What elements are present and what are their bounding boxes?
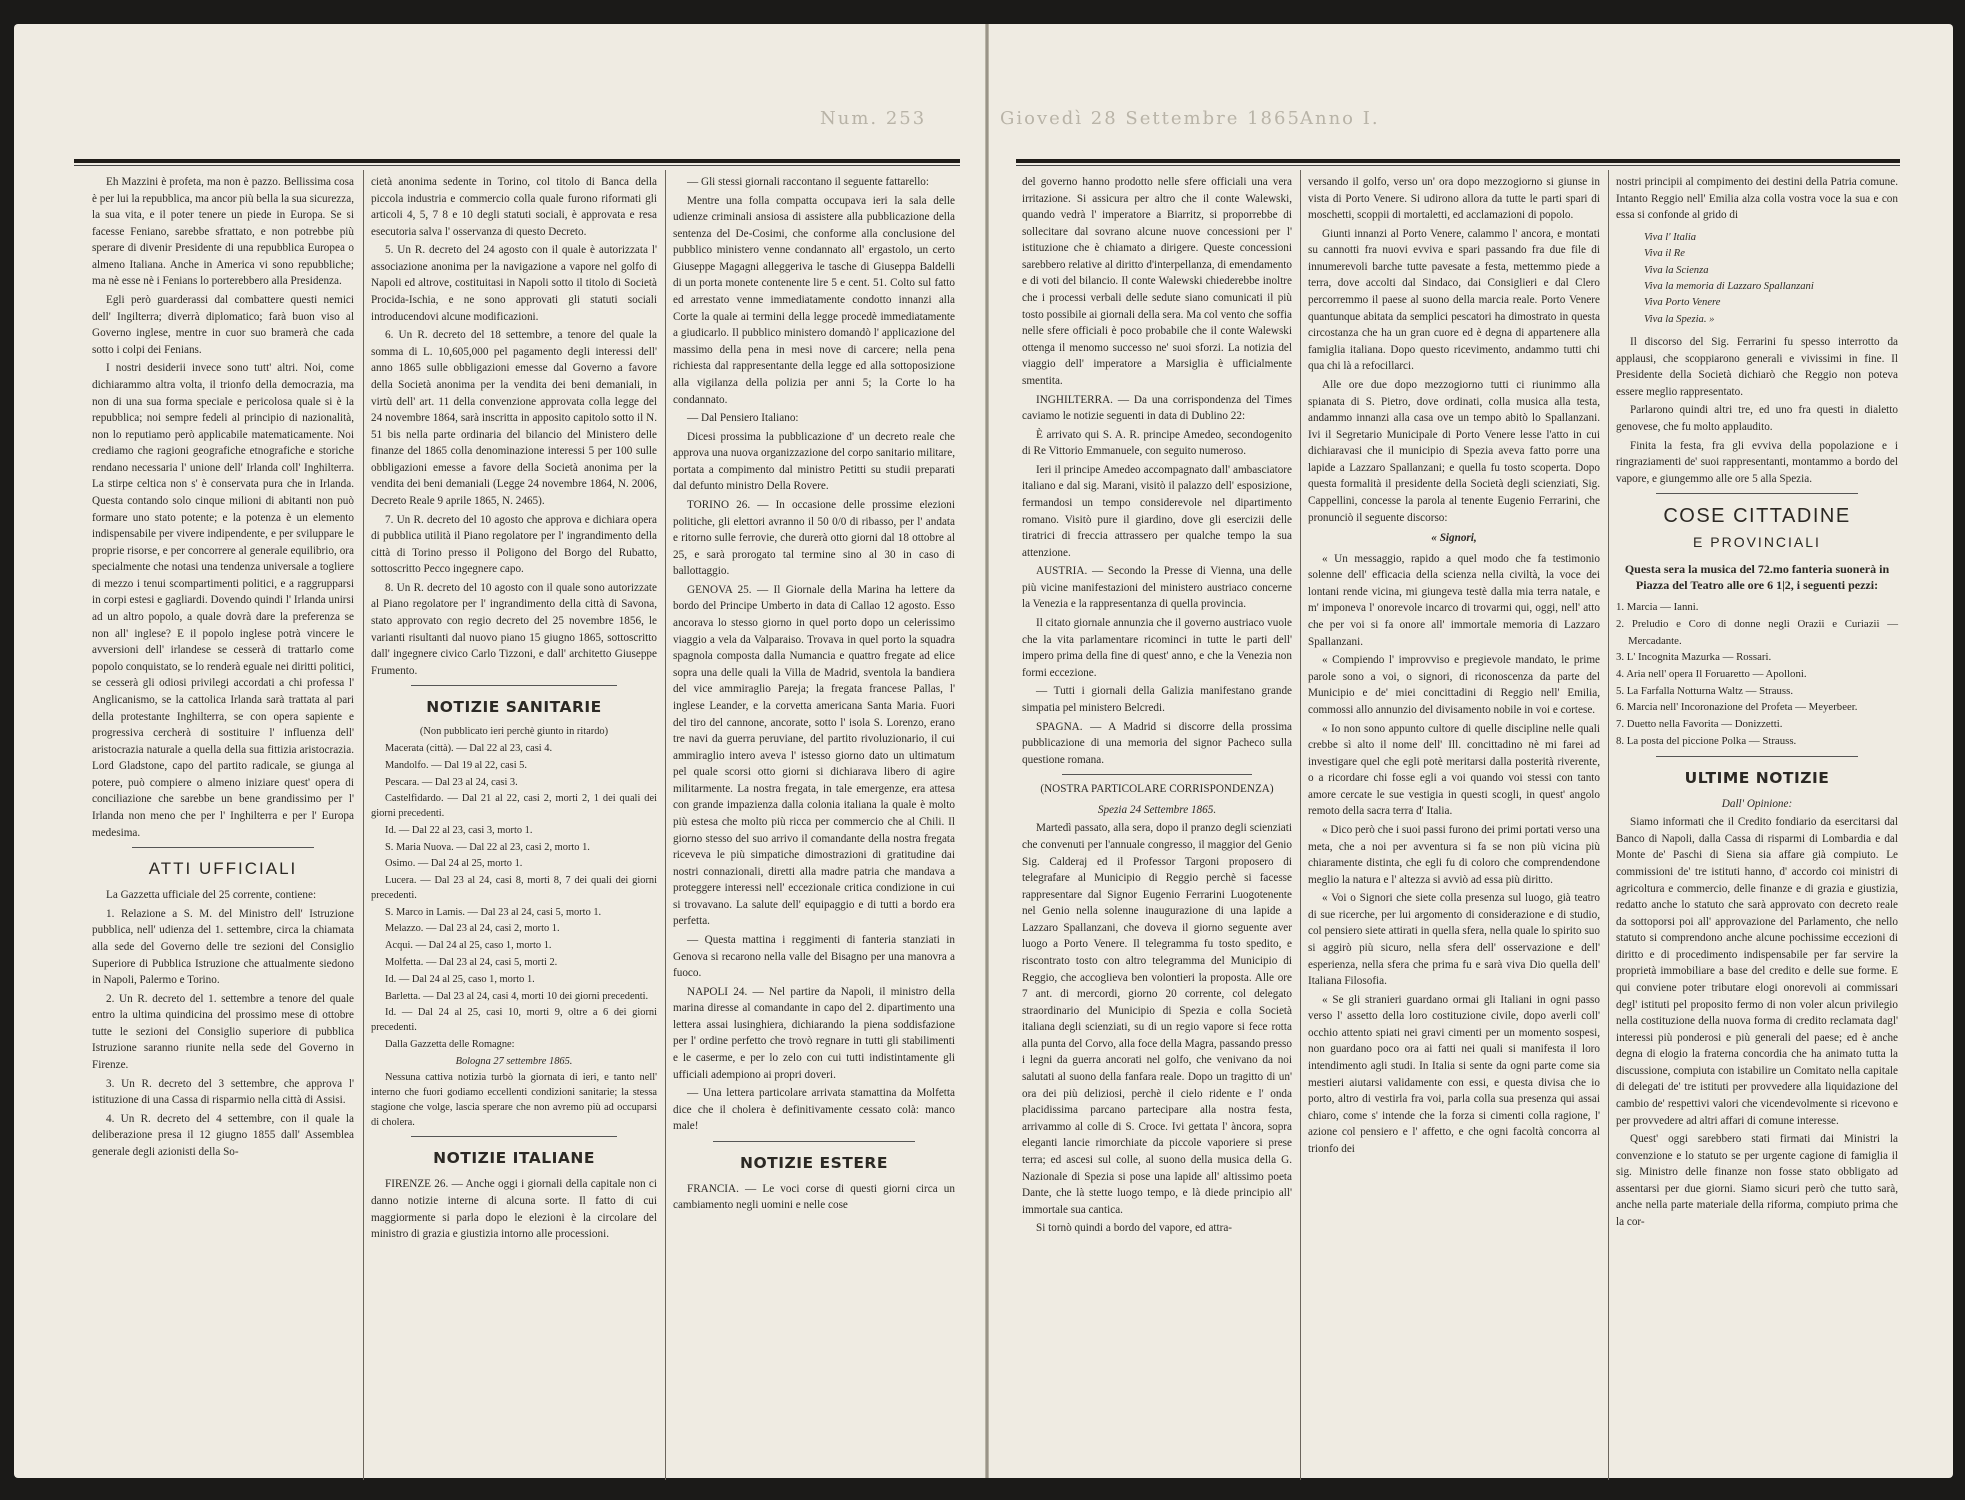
left-column-3 — [673, 174, 955, 1490]
article-paragraph: È arrivato qui S. A. R. principe Amedeo, secondogenito di Re Vittorio Emmanuele, con seguito numeroso. — [1022, 428, 1292, 458]
atti-item-continued: cietà anonima sedente in Torino, col titolo di Banca della piccola industria e commercio colla quale furono riformati gli articoli 4, 5, 7 8 e 10 degli statuti sociali, è approvata e resa esecutoria salva l' osservanza di questo Decreto. — [371, 176, 657, 238]
article-paragraph: Finita la festa, fra gli evviva della popolazione e i ringraziamenti de' suoi rappresentanti, montammo a bordo del vapore, e giungemmo alle ore 5 alla Spezia. — [1616, 439, 1898, 485]
sanitarie-line: Lucera. — Dal 23 al 24, casi 8, morti 8, 7 dei quali dei giorni precedenti. — [371, 875, 657, 901]
notizie-estere-heading: NOTIZIE ESTERE — [740, 1153, 888, 1172]
article-paragraph: del governo hanno prodotto nelle sfere officiali una vera irritazione. Si assicura per altro che il conte Walewski, quando vedrà l' imperatore a Biarritz, si proporrebbe di sollecitare dal sovrano alcune nuove concessioni per l' istituzione che è chiamato a dirigere. Queste concessioni sarebbero relative al diritto d'interpellanza, di emendamento e di voti del bilancio. Il conte Walewski chiederebbe inoltre che i processi verbali delle sedute siano comunicati il più tosto possibile ai giornali della sera. Ma col vento che soffia nelle sfere officiali è poco probabile che il conte Walewski ottenga il menomo successo ne' suoi sforzi. La notizia del viaggio dell' imperatore a Marsiglia è ufficialmente smentita. — [1022, 176, 1292, 387]
article-paragraph: AUSTRIA. — Secondo la Presse di Vienna, una delle più vicine manifestazioni del ministero austriaco concerne la Venezia e la rappresentanza di quella provincia. — [1022, 565, 1292, 611]
article-paragraph: INGHILTERRA. — Da una corrispondenza del Times caviamo le notizie seguenti in data di Dublino 22: — [1022, 393, 1292, 423]
running-head-right-year: Anno I. — [1300, 108, 1380, 129]
section-divider — [411, 685, 617, 686]
correspondence-heading: (NOSTRA PARTICOLARE CORRISPONDENZA) — [1040, 783, 1274, 796]
article-paragraph: — Una lettera particolare arrivata stamattina da Molfetta dice che il cholera è definitivamente cessato colà: manco male! — [673, 1087, 955, 1133]
section-divider — [713, 1141, 915, 1142]
music-program-headline: Questa sera la musica del 72.mo fanteria suonerà in Piazza del Teatro alle ore 6 1|2, i seguenti pezzi: — [1624, 561, 1890, 592]
ultime-paragraph: Quest' oggi sarebbero stati firmati dai Ministri la convenzione e lo statuto se per urgente cagione di famiglia il sig. Ministro delle finanze non fosse stato obbligato ad assentarsi per due giorni. Siamo sicuri però che tutto sarà, anche nella parte materiale della riforma, compiuto prima che la cor- — [1616, 1133, 1898, 1229]
speech-salutation: « Signori, — [1431, 532, 1477, 545]
running-head-right-date: Giovedì 28 Settembre 1865 — [1000, 108, 1301, 129]
atti-item: 6. Un R. decreto del 18 settembre, a tenore del quale la somma di L. 10,605,000 pel pagamento degli interessi dell' anno 1865 sulle obbligazioni emesse dal Governo a favore della Società anonima per la vendita dei beni demaniali, in virtù dell' art. 11 della convenzione approvata colla legge del 24 novembre 1864, sarà inscritta in apposito capitolo sotto il N. 51 bis nella parte ordinaria del bilancio del Ministero delle finanze del 1865 colla denominazione interessi 5 per 100 sulle obbligazioni emesse a favore della Società anonima per la vendita dei beni demaniali (Legge 24 novembre 1864, N. 2006, Decreto Reale 9 aprile 1865, N. 2465). — [371, 329, 657, 507]
sanitarie-line: Id. — Dal 24 al 25, casi 10, morti 9, oltre a 6 dei giorni precedenti. — [371, 1007, 657, 1034]
sanitarie-line: S. Marco in Lamis. — Dal 23 al 24, casi 5, morto 1. — [385, 906, 602, 918]
romagne-text: Nessuna cattiva notizia turbò la giornata di ieri, e tanto nell' interno che fuori godiamo eccellenti condizioni sanitarie; la stessa stagione che volge, lascia sperare che non avremo più ad occuparsi di cholera. — [371, 1072, 657, 1128]
ultime-paragraph: Siamo informati che il Credito fondiario da esercitarsi dal Banco di Napoli, dalla Cassa di risparmi di Lombardia e dal Monte de' Paschi di Siena sia affare già compiuto. Le commissioni de' tre istituti hanno, d' accordo coi ministri di agricoltura e commercio, delle finanze e di grazia e giustizia, redatto anche lo statuto che sarà approvato con decreto reale da sottoporsi poi all' approvazione del Parlamento, che nello statuto si comprendono anche alcune pochissime eccezioni di diritto e di procedimento indispensabile per far servire la proprietà immobiliare a base del credito e delle sue forme. E qui conviene poter tributare elogi onorevoli ai commissari degl' istituti pel proposito fermo di non voler alcun privilegio nella costituzione della nuova forma di credito reclamata dagl' interessi più ponderosi e più generali del paese; ed è anche degna di elogio la fraterna concordia che ha animato tutta la discussione, compiuta con istabilire un Comitato nella capitale di delegati de' tre istituti per provvedere alla liquidazione del cambio de' respettivi valori che vicendevolmente si ricevono e per provvedere ad altri affari di comune interesse. — [1616, 816, 1898, 1127]
top-rule-right — [1016, 159, 1900, 163]
article-paragraph: versando il golfo, verso un' ora dopo mezzogiorno si giunse in vista di Porto Venere. Si udirono allora da tutte le parti spari di moschetti, scoppii di mortaletti, ed acclamazioni di popolo. — [1308, 176, 1600, 222]
article-paragraph: I nostri desiderii invece sono tutt' altri. Noi, come dichiarammo altra volta, il trionfo della democrazia, ma non di una sua forma speciale e pericolosa quale si è la repubblica; noi sempre fedeli al principio di nazionalità, non lo reputiamo però applicabile matematicamente. Noi crediamo che ragioni geografiche etnografiche e storiche rendano necessaria l' unione dell' Irlanda coll' Inghilterra. La stirpe celtica non s' è conservata pura che in Irlanda. Questa contando solo cinque milioni di abitanti non può formare uno stato potente; e la potenza è un elemento indispensabile per vivere indipendente, e per sviluppare le proprie risorse, e per concorrere al generale equilibrio, ora specialmente che notasi una tendenza universale a togliere di mezzo i tenui scompartimenti politici, e a raggrupparsi in corpi estesi e gagliardi. Dovendo quindi l' Irlanda unirsi ad un altro popolo, a quale dovrà dare la preferenza se non all' inglese? E il popolo inglese potrà vincere le avversioni dell' irlandese se cesserà di trattarlo come popolo conquistato, se lo renderà eguale nei diritti politici, se cesserà gli odiosi privilegi accordati a chi professa l' Anglicanismo, se la cattolica Irlanda sarà trattata al pari della protestante Inghilterra, se con opera sapiente e progressiva cercherà di sostituire l' influenza dell' aristocrazia naturale a quella della sua fittizia aristocrazia. Lord Gladstone, capo del partito radicale, se giunga al potere, può compiere o almeno iniziare quest' opera di conciliazione che sarebbe un bene grandissimo per l' Irlanda non meno che per l' Inghilterra e per l' Europa medesima. — [92, 362, 354, 839]
article-paragraph: TORINO 26. — In occasione delle prossime elezioni politiche, gli elettori avranno il 50 0/0 di ribasso, per l' andata e ritorno sulle ferrovie, che durerà otto giorni dal 18 ottobre al 25, e sarà prorogato tal termine sino al 30 in caso di ballottaggio. — [673, 498, 955, 578]
program-item: 4. Aria nell' opera Il Foruaretto — Apolloni. — [1616, 668, 1807, 680]
viva-item: Viva Porto Venere — [1644, 297, 1721, 309]
viva-item: Viva la memoria di Lazzaro Spallanzani — [1644, 280, 1814, 292]
program-item: 7. Duetto nella Favorita — Donizzetti. — [1616, 718, 1783, 731]
top-thin-rule-right — [1016, 165, 1900, 166]
atti-item: 8. Un R. decreto del 10 agosto con il quale sono autorizzate al Piano regolatore per l' ingrandimento della città di Savona, stato approvato con regio decreto del 25 novembre 1856, le varianti risultanti dal nuovo piano 15 giugno 1865, sottoscritto dall' ingegnere civico Carlo Tizzoni, e dall' architetto Giuseppe Frumento. — [371, 581, 657, 677]
speech-paragraph: « Io non sono appunto cultore di quelle discipline nelle quali crebbe sì alto il nome dell' Ill. concittadino nè mi farei ad investigare quel che egli potè meritarsi dalla posterità riverente, o a ricordare chi fosse egli a voi quando voi stessi con tanto amore cercate le sue vestigia in questi scogli, in quest' angolo remoto della sacra terra d' Italia. — [1308, 722, 1600, 818]
sanitarie-note: (Non pubblicato ieri perchè giunto in ritardo) — [419, 726, 609, 738]
viva-list — [1616, 230, 1898, 328]
ultime-source: Dall' Opinione: — [1721, 797, 1793, 810]
program-item: 2. Preludio e Coro di donne negli Orazii e Curiazii — Mercadante. — [1616, 617, 1898, 647]
atti-item: 7. Un R. decreto del 10 agosto che approva e dichiara opera di pubblica utilità il Piano regolatore per l' ingrandimento della città di Torino presso il Poligono del Borgo del Rubatto, sottoscritto Pecco ingegnere capo. — [371, 513, 657, 576]
speech-paragraph: « Se gli stranieri guardano ormai gli Italiani in ogni passo verso l' assetto della loro costituzione civile, dopo averli coll' occhio attento spiati nei gravi cimenti per un momento sospesi, non guardano poco ora ai fatti nei quali si manifesta il loro intendimento agli studi. In Italia si sente da ogni parte come sia mestieri aiutarsi validamente con essi, e questa divisa che io porto, altro di vestirla fra voi, parla colla sua presenza qui assai chiaro, come s' intende che la forza si cimenti colla ragione, l' azione col pensiero e l' affetto, e che ogni facoltà concorra al trionfo dei — [1308, 993, 1600, 1155]
article-paragraph: Ieri il principe Amedeo accompagnato dall' ambasciatore italiano e dal sig. Marani, visitò il palazzo dell' esposizione, fermandosi un tempo considerevole nel dipartimento romano. Visitò pure il giardino, dove gli esercizii delle tiratrici di freccia attrassero per qualche tempo la sua attenzione. — [1022, 463, 1292, 559]
section-divider — [1656, 493, 1858, 494]
speech-paragraph: nostri principii al compimento dei destini della Patria comune. Intanto Reggio nell' Emilia alza colla vostra voce la sua e con essa si confonde al grido di — [1616, 176, 1898, 222]
sanitarie-line: Osimo. — Dal 24 al 25, morto 1. — [385, 858, 523, 870]
italiane-paragraph: FIRENZE 26. — Anche oggi i giornali della capitale non ci danno notizie interne di alcuna sorte. Il fatto di cui maggiormente si parla dopo le elezioni è la circolare del ministro di grazia e giustizia intorno alle processioni. — [371, 1178, 657, 1241]
article-paragraph: Il citato giornale annunzia che il governo austriaco vuole che la vita parlamentare ricominci in tutte le parti dell' impero prima della fine di quest' anno, e che la Venezia non formi eccezione. — [1022, 617, 1292, 679]
section-divider — [1656, 756, 1858, 757]
cose-cittadine-subheading: E PROVINCIALI — [1693, 533, 1821, 550]
sanitarie-line: Barletta. — Dal 23 al 24, casi 4, morti 10 dei giorni precedenti. — [385, 990, 649, 1002]
program-item: 5. La Farfalla Notturna Waltz — Strauss. — [1616, 684, 1794, 697]
right-column-2 — [1308, 174, 1600, 1490]
correspondence-dateline: Spezia 24 Settembre 1865. — [1097, 803, 1217, 816]
sanitarie-line: Castelfidardo. — Dal 21 al 22, casi 2, morti 2, 1 dei quali dei giorni precedenti. — [371, 793, 657, 820]
notizie-italiane-heading: NOTIZIE ITALIANE — [433, 1149, 595, 1168]
article-paragraph: Mentre una folla compatta occupava ieri la sala delle udienze criminali ansiosa di assistere alla pubblicazione della sentenza del De-Cosimi, che conforme alla conclusione del pubblico ministero venne condannato all' ergastolo, un certo Giuseppe Magagni alleggeriva le tasche di Giuseppa Baldelli di un porta monete contenente lire 5 e cent. 51. Colto sul fatto ed arrestato venne immediatamente condotto innanzi alla Corte la quale ai termini della legge procedè immediatamente a giudicarlo. Il pubblico ministero domandò l' applicazione del massimo della pena in mesi nove di carcere; nella pena richiesta dal rappresentante della legge ed alla sottoposizione alla vigilanza della polizia per anni 5; la Corte lo ha condannato. — [673, 194, 955, 406]
speech-paragraph: « Dico però che i suoi passi furono dei primi portati verso una meta, che a noi per avventura si fa se non più vicina più chiaramente distinta, che egli fu di coloro che comprendendone meglio la natura e l' altezza si avviò ad essa più diritto. — [1308, 823, 1600, 886]
article-paragraph: Alle ore due dopo mezzogiorno tutti ci riunimmo alla spianata di S. Pietro, dove ordinati, colla musica alla testa, andammo innanzi alla casa ove un tempo abitò lo Spallanzani. Ivi il Segretario Municipale di Porto Venere lesse l'atto in cui dichiaravasi che il municipio di Spezia aveva fatto porre una lapide a Lazzaro Spallanzani; e quella fu tosto scoperta. Dopo questa formalità il presidente della Società degli scienziati, Sig. Cappellini, concesse la parola al tenente Eugenio Ferrarini, che pronunciò il seguente discorso: — [1308, 378, 1600, 524]
article-paragraph: Eh Mazzini è profeta, ma non è pazzo. Bellissima cosa è per lui la repubblica, ma ancor più bella la sua sicurezza, la sua vita, e il poter tenere un piede in Europa. Se si facesse Feniano, sarebbe sfrattato, e non potrebbe più sperare di divenir Presidente di una repubblica Europea o almeno Italiana. Anche in America vi sono repubbliche; ma nè esse nè i Fenians lo porterebbero alla Presidenza. — [92, 176, 354, 288]
article-paragraph: SPAGNA. — A Madrid si discorre della prossima pubblicazione di una memoria del signor Pacheco sulla questione romana. — [1022, 720, 1292, 766]
atti-item: 2. Un R. decreto del 1. settembre a tenore del quale entro la ultima quindicina del prossimo mese di ottobre tutte le sezioni del Consiglio superiore di pubblica Istruzione saranno riunite nella sede del Governo in Firenze. — [92, 992, 354, 1072]
article-paragraph: Egli però guarderassi dal combattere questi nemici dell' Ingilterra; diverrà diplomatico; farà buon viso al Governo inglese, mentre in cuor suo bramerà che cada sotto i colpi dei Fenians. — [92, 294, 354, 356]
right-column-1 — [1022, 174, 1292, 1490]
sanitarie-line: S. Maria Nuova. — Dal 22 al 23, casi 2, morto 1. — [385, 841, 590, 853]
program-item: 6. Marcia nell' Incoronazione del Profeta — Meyerbeer. — [1616, 701, 1858, 714]
viva-item: Viva l' Italia — [1644, 231, 1697, 243]
sanitarie-line: Mandolfo. — Dal 19 al 22, casi 5. — [385, 759, 527, 771]
column-separator — [665, 170, 666, 1480]
notizie-sanitarie-heading: NOTIZIE SANITARIE — [426, 698, 602, 717]
atti-item: 5. Un R. decreto del 24 agosto con il quale è autorizzata l' associazione anonima per la navigazione a vapore nel golfo di Napoli ed altrove, costituitasi in Napoli sotto il titolo di Società Procida-Ischia, e ne sono approvati gli statuti sociali introducendovi alcune modificazioni. — [371, 244, 657, 323]
section-divider — [411, 1136, 617, 1137]
cose-cittadine-heading: COSE CITTADINE — [1663, 505, 1851, 528]
article-paragraph: NAPOLI 24. — Nel partire da Napoli, il ministro della marina diresse al comandante in capo del 2. dipartimento una lettera assai lusinghiera, dichiarando la piena soddisfazione per l' ordine perfetto che trovò regnare in tutti gli stabilimenti e le caserme, e per lo zelo con cui tutti indistintamente gli ufficiali adempiono ai propri doveri. — [673, 985, 955, 1081]
speech-paragraph: « Un messaggio, rapido a quel modo che fa testimonio solenne dell' efficacia della scienza nella civiltà, la voce dei lontani rende vicina, mi giungeva testè dalla mia terra natale, e m' imponeva l' onorevole incarco di trovarmi qui, oggi, nell' atto che per voi si fa onore all' immortale memoria di Lazzaro Spallanzani. — [1308, 552, 1600, 648]
speech-paragraph: « Voi o Signori che siete colla presenza sul luogo, già teatro di sue ricerche, per lui argomento di considerazione e di studio, col pensiero siete attirati in quella sfera, nella quale lo spirito suo si aggirò più sicuro, nella sfera dell' osservazione e dell' esperienza, nella sfera che prima fu e sarà viva Dio quella dell' Italiana Filosofia. — [1308, 892, 1600, 988]
atti-item: 4. Un R. decreto del 4 settembre, con il quale la deliberazione presa il 12 giugno 1855 dall' Assemblea generale degli azionisti della So- — [92, 1112, 354, 1158]
right-column-3 — [1616, 174, 1898, 1490]
column-separator — [1608, 170, 1609, 1480]
ultime-notizie-heading: ULTIME NOTIZIE — [1684, 768, 1830, 787]
correspondence-paragraph: Si tornò quindi a bordo del vapore, ed attra- — [1036, 1222, 1233, 1235]
article-paragraph: — Dal Pensiero Italiano: — [687, 412, 799, 425]
music-program-list — [1616, 599, 1898, 750]
program-item: 3. L' Incognita Mazurka — Rossari. — [1616, 651, 1772, 664]
article-paragraph: Giunti innanzi al Porto Venere, calammo l' ancora, e montati su cannotti fra nuovi evviva e spari passando fra due file di innumerevoli barche tutte pavesate a festa, mettemmo piede a terra, dove accolti dal Sindaco, dai Consiglieri e dal Clero percorremmo il paese al suono della marcia reale. Porto Venere quantunque abitata da semplici pescatori ha dimostrato in questa circostanza che ha un gran cuore ed è degna di appartenere alla famiglia italiana. Dopo questo ricevimento, andammo tutti chi qua chi là a refocillarci. — [1308, 227, 1600, 373]
article-paragraph: — Tutti i giornali della Galizia manifestano grande simpatia pel ministero Belcredi. — [1022, 685, 1292, 714]
article-paragraph: Dicesi prossima la pubblicazione d' un decreto reale che approva una nuova organizzazione del corpo sanitario militare, portata a compimento dal ministro Petitti su studii preparati dal defunto ministro Della Rovere. — [673, 430, 955, 493]
romagne-source: Dalla Gazzetta delle Romagne: — [385, 1038, 515, 1050]
article-paragraph: — Gli stessi giornali raccontano il seguente fattarello: — [687, 176, 930, 188]
speech-paragraph: « Compiendo l' improvviso e pregievole mandato, le prime parole sono a voi, o signori, di riconoscenza da parte del Municipio e de' miei concittadini di Reggio nell' Emilia, commossi allo annunzio del divisamento nobile in voi e cortese. — [1308, 654, 1600, 716]
left-column-1 — [92, 174, 354, 1490]
running-head-left: Num. 253 — [820, 108, 927, 129]
program-item: 1. Marcia — Ianni. — [1616, 601, 1699, 614]
article-paragraph: GENOVA 25. — Il Giornale della Marina ha lettere da bordo del Principe Umberto in data di Callao 12 agosto. Esso ancorava lo stesso giorno in quel porto dopo un celerissimo viaggio a vela da Valparaiso. Trovava in quel porto la squadra spagnola composta dalla Numancia e quattro fregate ad elice sopra una delle quali la Villa de Madrid, sventola la bandiera del vice ammiraglio Pareja; la fregata francese Pallas, l' inglese Leander, e la corvetta americana Santa Maria. Fuori del tiro del cannone, ancorate, sotto l' isola S. Lorenzo, erano tre navi da guerra peruviane, del partito rivoluzionario, il cui ammiraglio intero aveva l' istesso giorno dato un ultimatum pel quale scorsi otto giorni si dichiarava libero di agire militarmente. La nostra fregata, in tale emergenze, era attesa con grande impazienza dalla colonia italiana la quale è molto più estesa che molto più ricca per commercio che al Chili. Il giorno stesso del suo arrivo il comandante della nostra fregata riceveva le più simpatiche dimostrazioni di gratitudine dai nostri connazionali, diretti alla madre patria che mandava a proteggere interessi nell' eccezionale critica condizione in cui si trovavano. La salute dell' equipaggio e di tutti a bordo era perfetta. — [673, 583, 955, 928]
estere-paragraph: FRANCIA. — Le voci corse di questi giorni circa un cambiamento negli uomini e nelle cose — [673, 1182, 955, 1212]
left-column-2 — [371, 174, 657, 1490]
sanitarie-line: Id. — Dal 22 al 23, casi 3, morto 1. — [385, 824, 533, 836]
correspondence-paragraph: Martedì passato, alla sera, dopo il pranzo degli scienziati che convenuti per l'annuale congresso, il maggior del Genio Sig. Calderaj ed il Professor Targoni proposero di telegrafare al Municipio di Reggio perchè si facesse rappresentare dal Signor Eugenio Ferrarini Luogotenente nel Genio nella solenne inaugurazione di una lapide a Lazzaro Spallanzani, che doveva il giorno seguente aver luogo a Porto Venere. Il telegramma fu tosto spedito, e riscontrato tosto con altro telegramma del Municipio di Reggio, che accoglieva ben volontieri la proposta. Alle ore 7 ant. di mercordi, giorno 20 corrente, col delegato straordinario del Municipio di Spezia e colla Società italiana degli scienziati, su di un regio vapore si fece rotta alla punta del Corvo, alla foce della Magra, passando presso i legni da guerra ancorati nel golfo, che venivano da noi salutati al suono della fanfara reale. Dopo un tragitto di un' ora dei più deliziosi, perchè il cielo ridente e l' onda placidissima parcano partecipare alla nostra festa, arrivammo al colle di S. Croce. Ivi gettata l' àncora, sopra eleganti lancie rimorchiate da piccole vaporiere si prese terra; ed ascesi sul colle, al suono della musica della G. Nazionale di Spezia si pose una lapide all' altissimo poeta Dante, che là stette luogo tempo, e là diede principio all' immortale sua cantica. — [1022, 822, 1292, 1216]
article-paragraph: Parlarono quindi altri tre, ed uno fra questi in dialetto genovese, che fu molto applaudito. — [1616, 404, 1898, 434]
sanitarie-line: Acqui. — Dal 24 al 25, caso 1, morto 1. — [385, 940, 552, 952]
sanitarie-line: Melazzo. — Dal 23 al 24, casi 2, morto 1. — [385, 923, 560, 935]
viva-item: Viva la Scienza — [1644, 264, 1709, 276]
article-paragraph: — Questa mattina i reggimenti di fanteria stanziati in Genova si recarono nella valle del Bisagno per una manovra a fuoco. — [673, 934, 955, 980]
sanitarie-line: Id. — Dal 24 al 25, caso 1, morto 1. — [385, 973, 535, 985]
sanitarie-line: Macerata (città). — Dal 22 al 23, casi 4. — [385, 743, 553, 755]
atti-intro: La Gazzetta ufficiale del 25 corrente, contiene: — [106, 889, 317, 902]
top-thin-rule-left — [74, 165, 960, 166]
article-paragraph: Il discorso del Sig. Ferrarini fu spesso interrotto da applausi, che scoppiarono generali e vivissimi in fine. Il Presidente della Società dichiarò che Reggio non poteva essere meglio rappresentato. — [1616, 336, 1898, 398]
viva-item: Viva il Re — [1644, 248, 1685, 260]
top-rule-left — [74, 159, 960, 163]
sanitarie-line: Pescara. — Dal 23 al 24, casi 3. — [385, 776, 518, 788]
section-divider — [132, 847, 314, 848]
atti-item: 3. Un R. decreto del 3 settembre, che approva l' istituzione di una Cassa di risparmio nella città di Assisi. — [92, 1077, 354, 1107]
romagne-dateline: Bologna 27 settembre 1865. — [455, 1055, 573, 1067]
program-item: 8. La posta del piccione Polka — Strauss. — [1616, 734, 1797, 747]
viva-item: Viva la Spezia. » — [1644, 313, 1715, 325]
atti-item: 1. Relazione a S. M. del Ministro dell' Istruzione pubblica, nell' udienza del 1. settembre, circa la chiamata alla sede del Governo delle tre sezioni del Consiglio Superiore di Pubblica Istruzione che attualmente siedono in Napoli, Palermo e Torino. — [92, 907, 354, 987]
section-divider — [1062, 774, 1252, 775]
atti-ufficiali-heading: ATTI UFFICIALI — [148, 859, 298, 879]
sanitarie-line: Molfetta. — Dal 23 al 24, casi 5, morti 2. — [385, 957, 558, 968]
column-separator — [363, 170, 364, 1480]
column-separator — [1300, 170, 1301, 1480]
